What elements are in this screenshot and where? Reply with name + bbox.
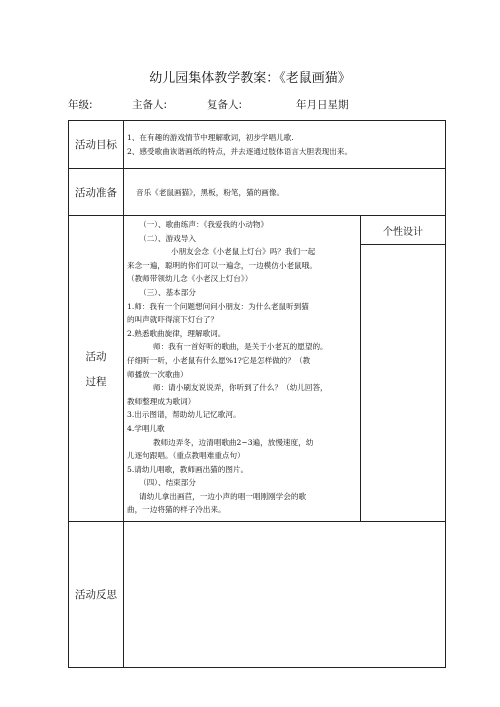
date-label: 年月日星期	[296, 99, 349, 111]
process-line: 儿逐句跟唱。（重点教唱难重点句）	[127, 451, 245, 461]
process-line: 小朋友会念《小老鼠上灯台》吗？我们一起	[171, 247, 316, 257]
process-label-line-2: 过程	[85, 375, 107, 388]
process-row	[69, 216, 446, 245]
process-line: 教师边弄冬，边清唱歌曲2~3遍，放慢速度，幼	[153, 437, 314, 447]
process-line: 师：我有一首好听的歌曲，是关于小老瓦的愿望的。	[153, 342, 328, 352]
personal-design-header: 个性设计	[361, 216, 446, 245]
process-label	[69, 216, 124, 522]
grade-label: 年级:	[68, 99, 93, 111]
process-line: （二）、游戏导入	[139, 233, 196, 243]
process-line: （教师带领幼儿念《小老汉上灯台》）	[127, 274, 253, 284]
process-line: （三）、基本部分	[139, 287, 196, 297]
lesson-plan-table	[68, 120, 446, 668]
prep-content: 音乐《老鼠画猫》，黑板，粉笔，猫的画像。	[136, 188, 285, 198]
process-line: 教师整理成为歌词）	[127, 396, 196, 406]
co-preparer-label: 复备人:	[207, 99, 243, 111]
reflection-content	[124, 522, 446, 668]
process-line: 来念一遍，聪明的你们可以一遍念，一边模仿小老鼠哦。	[127, 260, 317, 270]
goal-line: 1、在有趣的游戏情节中理解歌词，初步学唱儿歌.	[127, 132, 294, 142]
process-label-line-1: 活动	[85, 350, 107, 363]
prep-row	[69, 169, 446, 216]
reflection-row	[69, 522, 446, 668]
page-title: 幼儿园集体教学教案：《老鼠画猫》	[149, 71, 351, 86]
process-line: 5.请幼儿唱歌，教师画出猫的图片。	[127, 464, 249, 474]
process-line: （四）、结束部分	[139, 478, 196, 488]
process-line: 仔细听一听，小老鼠有什么愿%1?它是怎样做的？（教	[127, 355, 311, 365]
process-line: 的叫声就吓得滚下灯台了？	[127, 315, 219, 325]
process-line: 3.出示图谱，帮助幼儿记忆歌河。	[127, 410, 241, 420]
goal-row	[69, 121, 446, 169]
process-content	[124, 216, 360, 521]
process-line: 2.熟悉歌曲旋律，理解歌词。	[127, 328, 226, 338]
process-line: 师：请小刷友说说弄，你听到了什么？（幼儿回答，	[153, 383, 328, 393]
prep-label: 活动准备	[69, 169, 124, 216]
process-line: 1.师：我有一个问题想问问小朋友：为什么老鼠听到猫	[127, 301, 309, 311]
process-line: 师播放一次歌曲）	[127, 369, 188, 379]
personal-design-space	[361, 245, 446, 522]
goal-content	[124, 131, 445, 158]
reflection-label: 活动反思	[69, 522, 124, 668]
process-line: （一）、歌曲练声：《我爱我的小动物》	[139, 220, 269, 229]
preparer-label: 主备人:	[132, 99, 168, 111]
process-line: 曲，一边将猫的样子冷出来。	[127, 505, 226, 515]
process-line: 请幼儿拿出画苣，一边小声的唱一唱刚刚学会的歌	[139, 491, 307, 501]
process-line: 4.学唱儿歌	[127, 423, 165, 433]
goal-line: 2、感受歌曲诙谐画纸的特点，并去逐通过肢体语言大胆表现出来。	[127, 146, 353, 156]
goal-label: 活动目标	[69, 121, 124, 169]
